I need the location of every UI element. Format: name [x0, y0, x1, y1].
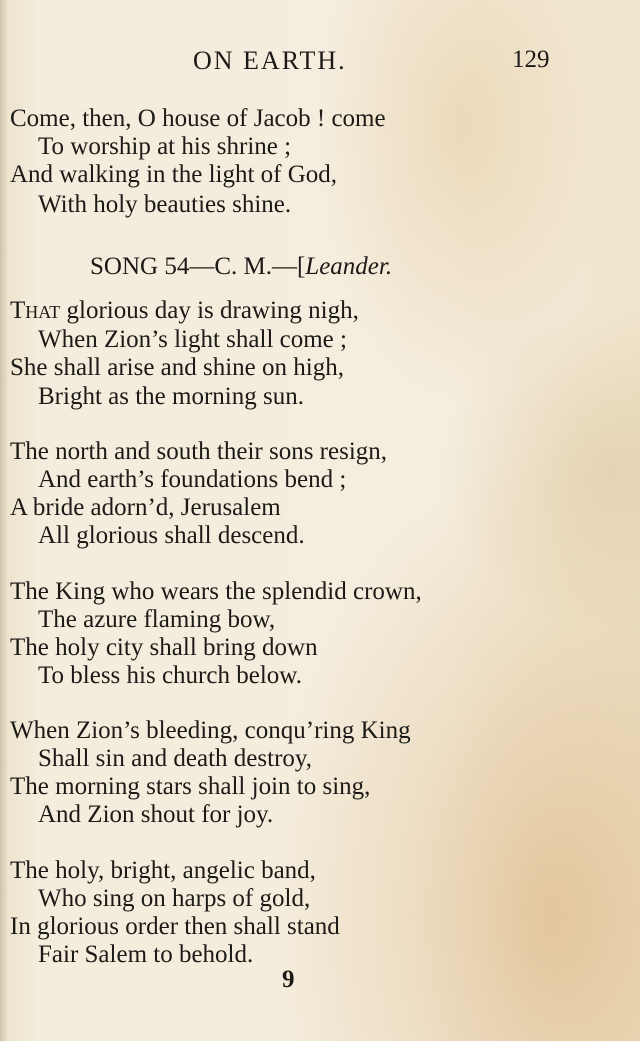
- song-heading: [90, 253, 392, 281]
- song-tune-name: Leander.: [305, 253, 393, 280]
- page-number: 129: [512, 46, 550, 73]
- signature-mark: 9: [282, 966, 295, 993]
- verse-line: The holy city shall bring down: [10, 634, 318, 661]
- verse-line: The north and south their sons resign,: [10, 438, 388, 465]
- verse-line: And earth’s foundations bend ;: [38, 466, 347, 493]
- verse-line: [10, 296, 359, 326]
- running-title: ON EARTH.: [193, 46, 347, 75]
- verse-line: With holy beauties shine.: [38, 191, 292, 218]
- running-head: [0, 46, 640, 80]
- verse-line: Fair Salem to behold.: [38, 941, 254, 968]
- verse-line: In glorious order then shall stand: [10, 913, 340, 940]
- verse-line: A bride adorn’d, Jerusalem: [10, 494, 281, 521]
- verse-line: And walking in the light of God,: [10, 161, 338, 188]
- verse-line: Bright as the morning sun.: [38, 383, 304, 410]
- verse-line: The azure flaming bow,: [38, 606, 276, 633]
- first-word: That: [10, 297, 61, 324]
- verse-line: To bless his church below.: [38, 662, 302, 689]
- verse-line: Come, then, O house of Jacob ! come: [10, 105, 386, 132]
- verse-line: The holy, bright, angelic band,: [10, 857, 316, 884]
- verse-line: She shall arise and shine on high,: [10, 354, 344, 381]
- verse-line: All glorious shall descend.: [38, 522, 305, 549]
- verse-line: When Zion’s light shall come ;: [38, 326, 347, 353]
- gutter-shadow: [0, 0, 8, 1041]
- verse-line: Who sing on harps of gold,: [38, 885, 311, 912]
- verse-line: Shall sin and death destroy,: [38, 745, 313, 772]
- verse-line: The morning stars shall join to sing,: [10, 773, 371, 800]
- verse-line-rest: glorious day is drawing nigh,: [60, 297, 359, 324]
- verse-line: The King who wears the splendid crown,: [10, 578, 422, 605]
- verse-line: To worship at his shrine ;: [38, 133, 292, 160]
- verse-line: And Zion shout for joy.: [38, 801, 274, 828]
- song-heading-main: SONG 54—C. M.—[: [90, 253, 306, 280]
- verse-line: When Zion’s bleeding, conqu’ring King: [10, 717, 411, 744]
